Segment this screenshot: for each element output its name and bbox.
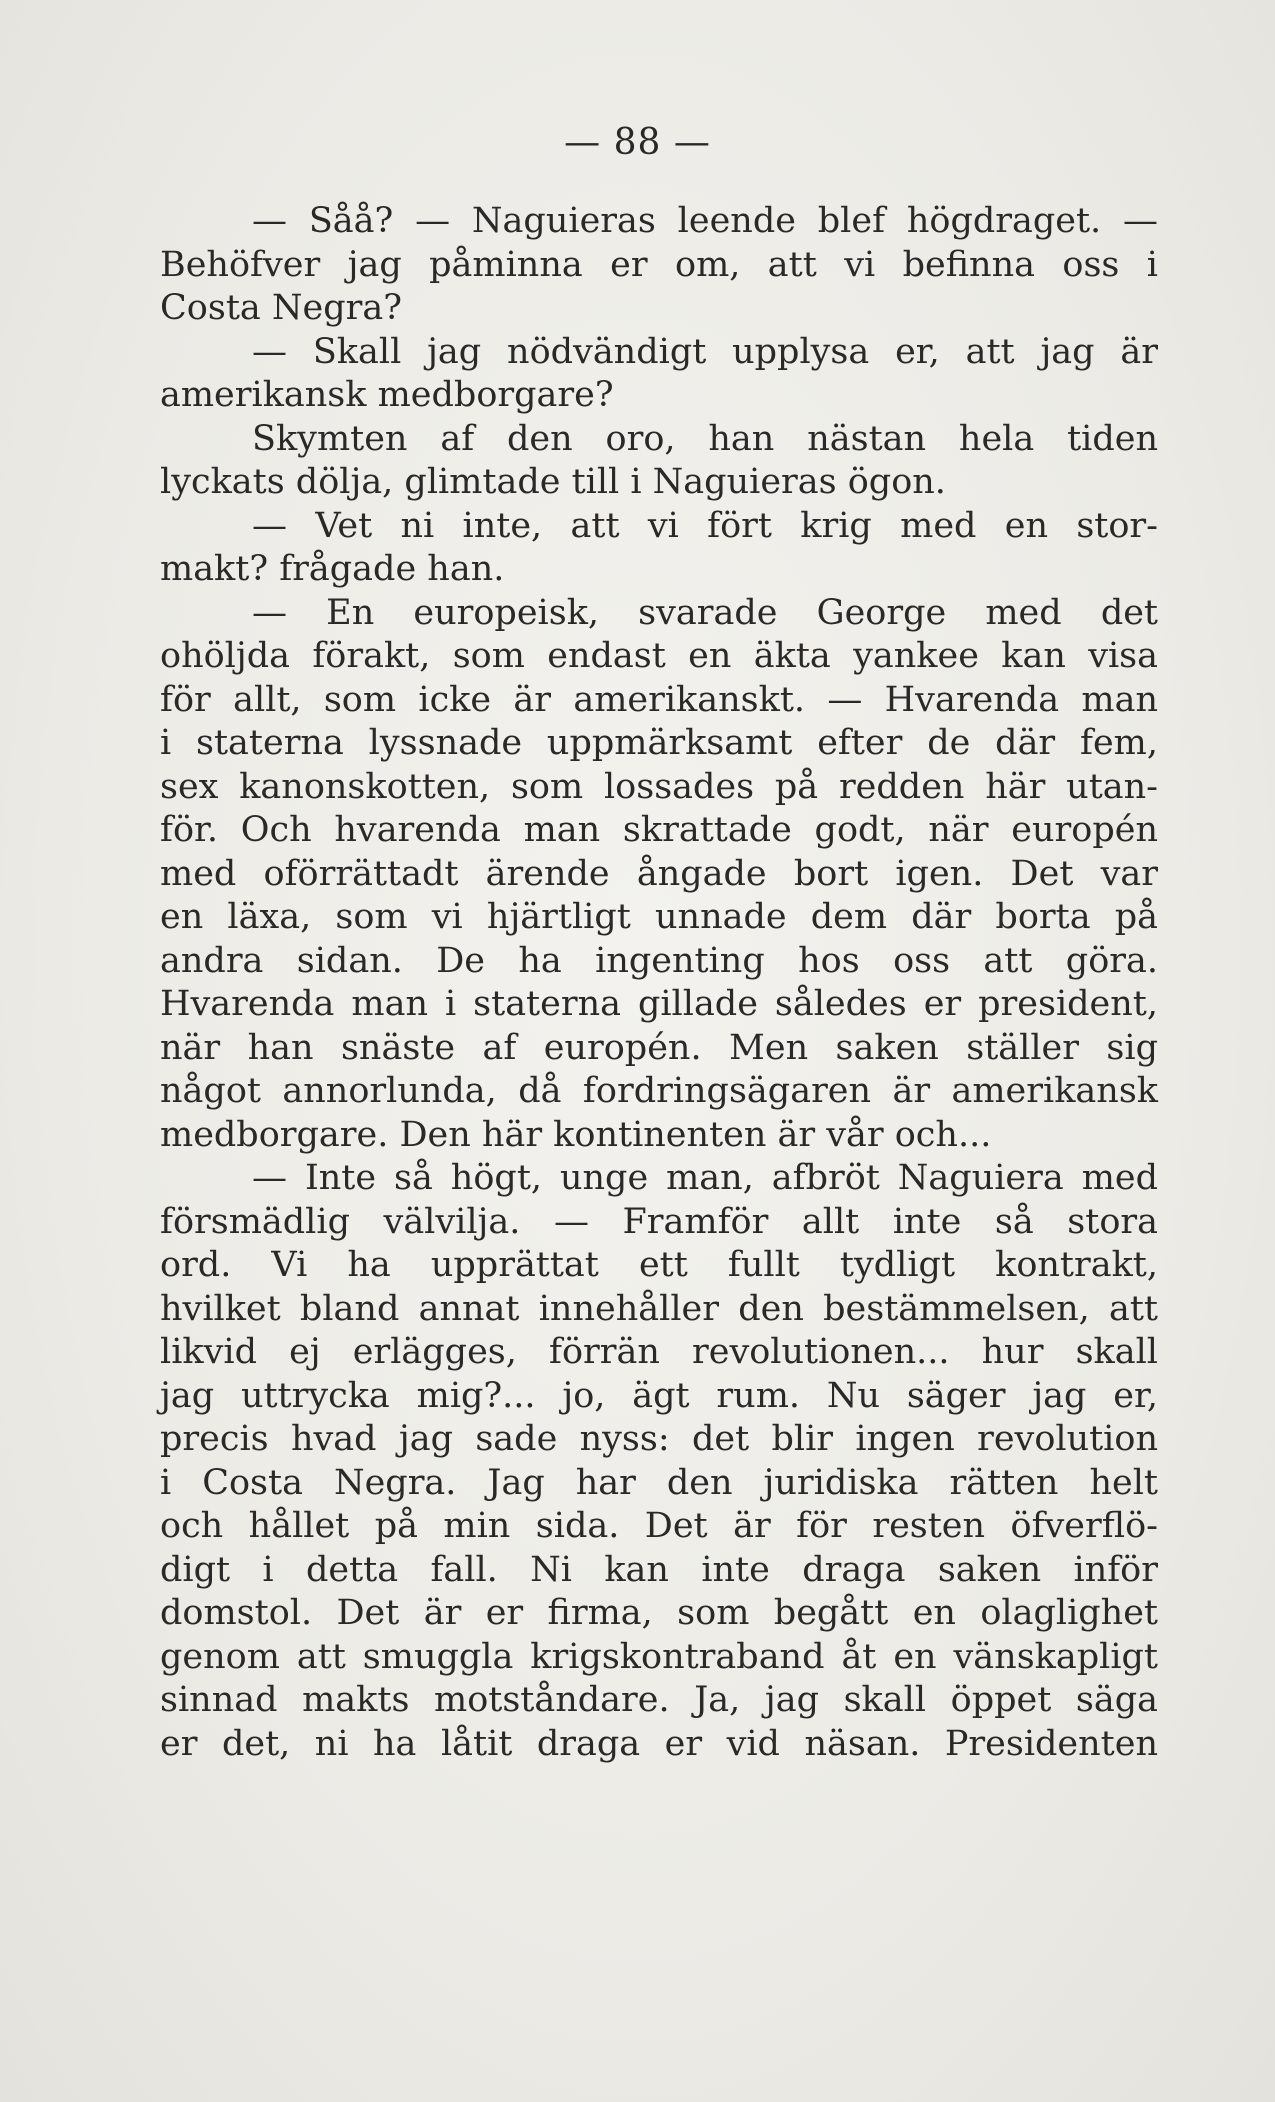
text-line: — Inte så högt, unge man, afbröt Naguiera med bbox=[252, 1158, 1158, 1198]
text-line: Costa Negra? bbox=[160, 288, 402, 328]
text-line: när han snäste af europén. Men saken ställer sig bbox=[160, 1027, 1158, 1068]
text-line: ord. Vi ha upprättat ett fullt tydligt kontrakt, bbox=[160, 1245, 1158, 1285]
text-line: för allt, som icke är amerikanskt. — Hvarenda man bbox=[160, 679, 1158, 720]
text-line: likvid ej erlägges, förrän revolutionen... hur skall bbox=[160, 1332, 1158, 1372]
text-line: försmädlig välvilja. — Framför allt inte så stora bbox=[160, 1201, 1158, 1242]
text-line: i staterna lyssnade uppmärksamt efter de där fem, bbox=[160, 723, 1158, 763]
text-line: Behöfver jag påminna er om, att vi befinna oss i bbox=[160, 244, 1158, 285]
text-line: — En europeisk, svarade George med det bbox=[252, 592, 1158, 633]
text-line: er det, ni ha låtit draga er vid näsan. Presidenten bbox=[160, 1723, 1158, 1764]
text-line: — Vet ni inte, att vi fört krig med en stor- bbox=[252, 505, 1158, 546]
text-line: precis hvad jag sade nyss: det blir ingen revolution bbox=[160, 1419, 1158, 1459]
text-line: Skymten af den oro, han nästan hela tiden bbox=[252, 418, 1158, 459]
text-line: Hvarenda man i staterna gillade således er president, bbox=[160, 984, 1158, 1024]
text-line: andra sidan. De ha ingenting hos oss att göra. bbox=[160, 940, 1158, 981]
text-line: i Costa Negra. Jag har den juridiska rätten helt bbox=[160, 1462, 1158, 1503]
text-line: domstol. Det är er firma, som begått en olaglighet bbox=[160, 1593, 1158, 1633]
text-line: — Såå? — Naguieras leende blef högdraget. — bbox=[252, 201, 1158, 241]
text-line: sinnad makts motståndare. Ja, jag skall öppet säga bbox=[160, 1680, 1158, 1720]
page-number: — 88 — bbox=[564, 122, 711, 163]
text-line: medborgare. Den här kontinenten är vår och... bbox=[160, 1114, 992, 1155]
text-line: makt? frågade han. bbox=[160, 549, 505, 589]
text-line: sex kanonskotten, som lossades på redden här utan- bbox=[160, 766, 1158, 807]
body-text bbox=[160, 200, 1158, 1766]
text-line: lyckats dölja, glimtade till i Naguieras ögon. bbox=[160, 462, 946, 502]
text-line: jag uttrycka mig?... jo, ägt rum. Nu säger jag er, bbox=[160, 1375, 1158, 1416]
text-line: amerikansk medborgare? bbox=[160, 375, 614, 415]
text-line: med oförrättadt ärende ångade bort igen. Det var bbox=[160, 853, 1158, 894]
text-line: för. Och hvarenda man skrattade godt, när europén bbox=[160, 810, 1158, 850]
text-line: — Skall jag nödvändigt upplysa er, att jag är bbox=[252, 331, 1158, 372]
text-line: digt i detta fall. Ni kan inte draga saken inför bbox=[160, 1549, 1158, 1590]
text-line: hvilket bland annat innehåller den bestämmelsen, att bbox=[160, 1288, 1158, 1329]
text-line: något annorlunda, då fordringsägaren är amerikansk bbox=[160, 1071, 1158, 1111]
text-line: ohöljda förakt, som endast en äkta yankee kan visa bbox=[160, 636, 1158, 676]
text-line: genom att smuggla krigskontraband åt en vänskapligt bbox=[160, 1636, 1158, 1677]
text-line: en läxa, som vi hjärtligt unnade dem där borta på bbox=[160, 897, 1158, 937]
text-line: och hållet på min sida. Det är för resten öfverflö- bbox=[160, 1506, 1158, 1546]
